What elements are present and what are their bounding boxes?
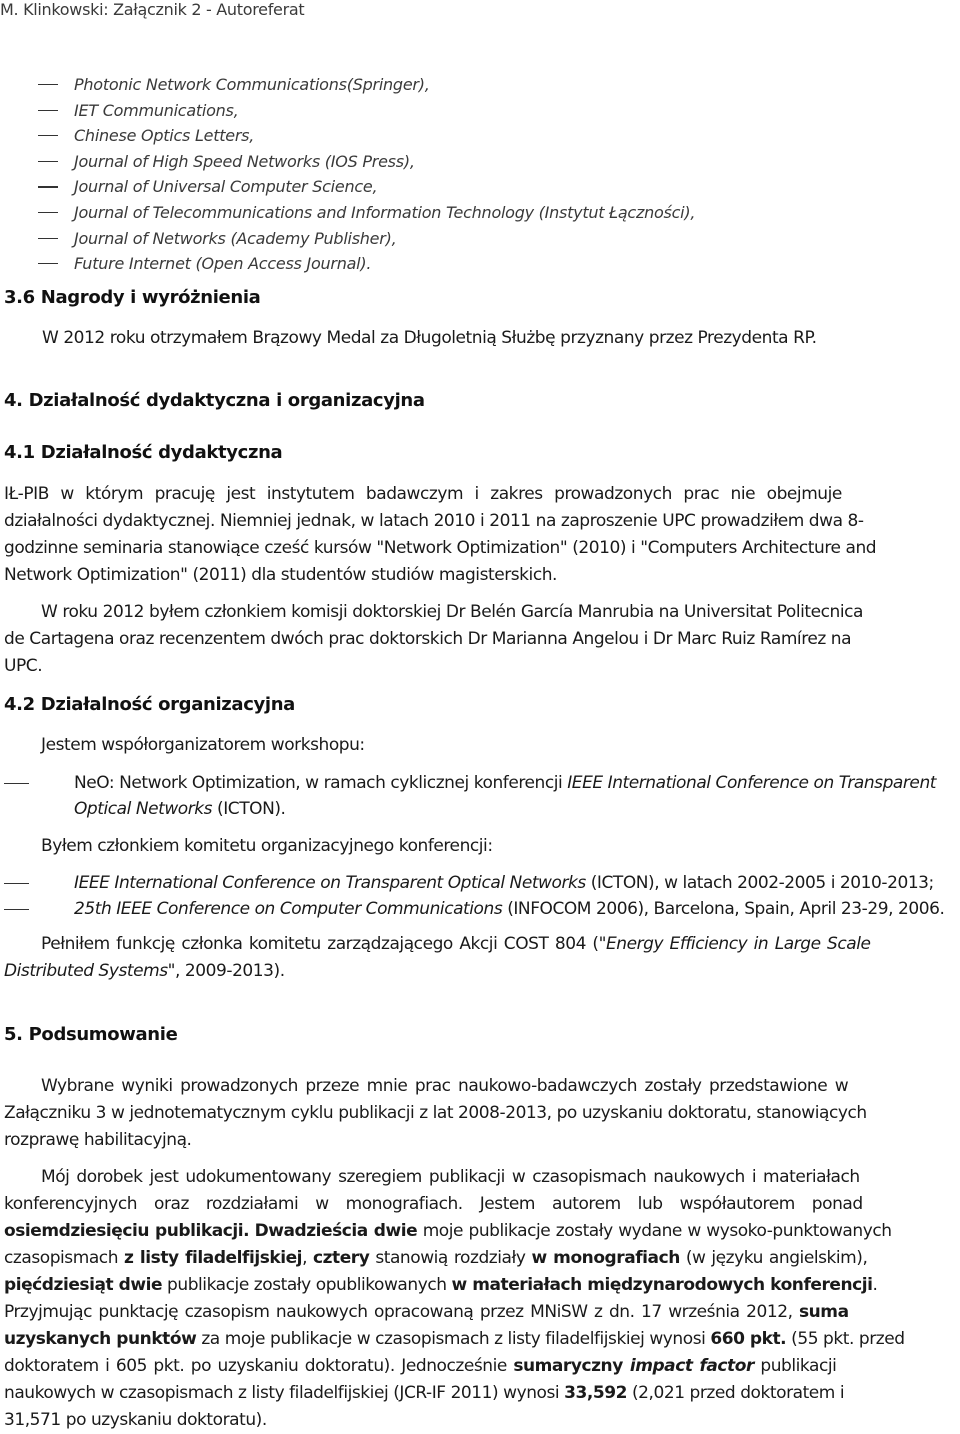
list-item: Journal of High Speed Networks (IOS Press), [38, 149, 938, 175]
dash-bullet [4, 909, 29, 910]
section-heading-4: 4. Działalność dydaktyczna i organizacyjna [4, 390, 425, 411]
journal-list [38, 72, 938, 277]
dash-bullet [38, 110, 58, 111]
workshop-intro: Jestem współorganizatorem workshopu: [41, 735, 365, 755]
section-heading-4-1: 4.1 Działalność dydaktyczna [4, 442, 283, 463]
list-item: NeO: Network Optimization, w ramach cyklicznej konferencji IEEE International Conference on Transparent Optical Networks (ICTON). [4, 770, 960, 822]
section-heading-4-2: 4.2 Działalność organizacyjna [4, 694, 295, 715]
cost-paragraph: Pełniłem funkcję członka komitetu zarządzającego Akcji COST 804 ("Energy Efficiency in Large Scale Distributed Systems", 2009-2013). [4, 934, 871, 981]
awards-text: W 2012 roku otrzymałem Brązowy Medal za Długoletnią Służbę przyznany przez Prezydenta RP. [42, 328, 817, 348]
list-item: Journal of Telecommunications and Information Technology (Instytut Łączności), [38, 200, 938, 226]
phd-committee-paragraph: W roku 2012 byłem członkiem komisji doktorskiej Dr Belén García Manrubia na Universitat Politecnica de Cartagena oraz recenzentem dwóch prac doktorskich Dr Marianna Angelou i Dr Marc Ruiz Ramírez na UPC. [4, 602, 863, 676]
list-item: IEEE International Conference on Transparent Optical Networks (ICTON), w latach 2002-2005 i 2010-2013; [4, 870, 960, 896]
dash-bullet [4, 883, 29, 884]
list-item: Chinese Optics Letters, [38, 123, 938, 149]
section-heading-3-6: 3.6 Nagrody i wyróżnienia [4, 287, 261, 308]
section-heading-5: 5. Podsumowanie [4, 1024, 178, 1045]
dash-bullet [38, 238, 58, 239]
dash-bullet [4, 783, 29, 784]
summary-paragraph: Wybrane wyniki prowadzonych przeze mnie prac naukowo-badawczych zostały przedstawione w Załączniku 3 w jednotematycznym cyklu publikacji z lat 2008-2013, po uzyskaniu doktoratu, stanowiących rozprawę habilitacyjną. [4, 1076, 867, 1150]
dash-bullet [38, 186, 58, 187]
dash-bullet [38, 135, 58, 136]
list-item: Journal of Universal Computer Science, [38, 174, 938, 200]
publications-paragraph: Mój dorobek jest udokumentowany szeregiem publikacji w czasopismach naukowych i materiałach konferencyjnych oraz rozdziałami w monografiach. Jestem autorem lub współautorem ponad osiemdziesięciu publikacji. Dwadzieścia dwie moje publikacje zostały wydane w wysoko-punktowanych czasopismach z listy filadelfijskiej, cztery stanowią rozdziały w monografiach (w języku angielskim), pięćdziesiąt dwie publikacje zostały opublikowanych w materiałach międzynarodowych konferencji. Przyjmując punktację czasopism naukowych opracowaną przez MNiSW z dn. 17 września 2012, suma uzyskanych punktów za moje publikacje w czasopismach z listy filadelfijskiej wynosi 660 pkt. (55 pkt. przed doktoratem i 605 pkt. po uzyskaniu doktoratu). Jednocześnie sumaryczny impact factor publikacji naukowych w czasopismach z listy filadelfijskiej (JCR-IF 2011) wynosi 33,592 (2,021 przed doktoratem i 31,571 po uzyskaniu doktoratu). [4, 1167, 905, 1430]
teaching-paragraph: IŁ-PIB w którym pracuję jest instytutem badawczym i zakres prowadzonych prac nie obejmuje działalności dydaktycznej. Niemniej jednak, w latach 2010 i 2011 na zaproszenie UPC prowadziłem dwa 8- godzinne seminaria stanowiące cześć kursów "Network Optimization" (2010) i "Computers Architecture and Network Optimization" (2011) dla studentów studiów magisterskich. [4, 484, 877, 585]
dash-bullet [38, 161, 58, 162]
list-item: 25th IEEE Conference on Computer Communications (INFOCOM 2006), Barcelona, Spain, April 23-29, 2006. [4, 896, 960, 922]
page-header: M. Klinkowski: Załącznik 2 - Autoreferat [0, 0, 305, 19]
dash-bullet [38, 263, 58, 264]
dash-bullet [38, 212, 58, 213]
list-item: Future Internet (Open Access Journal). [38, 251, 938, 277]
list-item: Journal of Networks (Academy Publisher), [38, 226, 938, 252]
dash-bullet [38, 84, 58, 85]
list-item: IET Communications, [38, 98, 938, 124]
committee-intro: Byłem członkiem komitetu organizacyjnego konferencji: [41, 836, 493, 856]
list-item: Photonic Network Communications(Springer), [38, 72, 938, 98]
